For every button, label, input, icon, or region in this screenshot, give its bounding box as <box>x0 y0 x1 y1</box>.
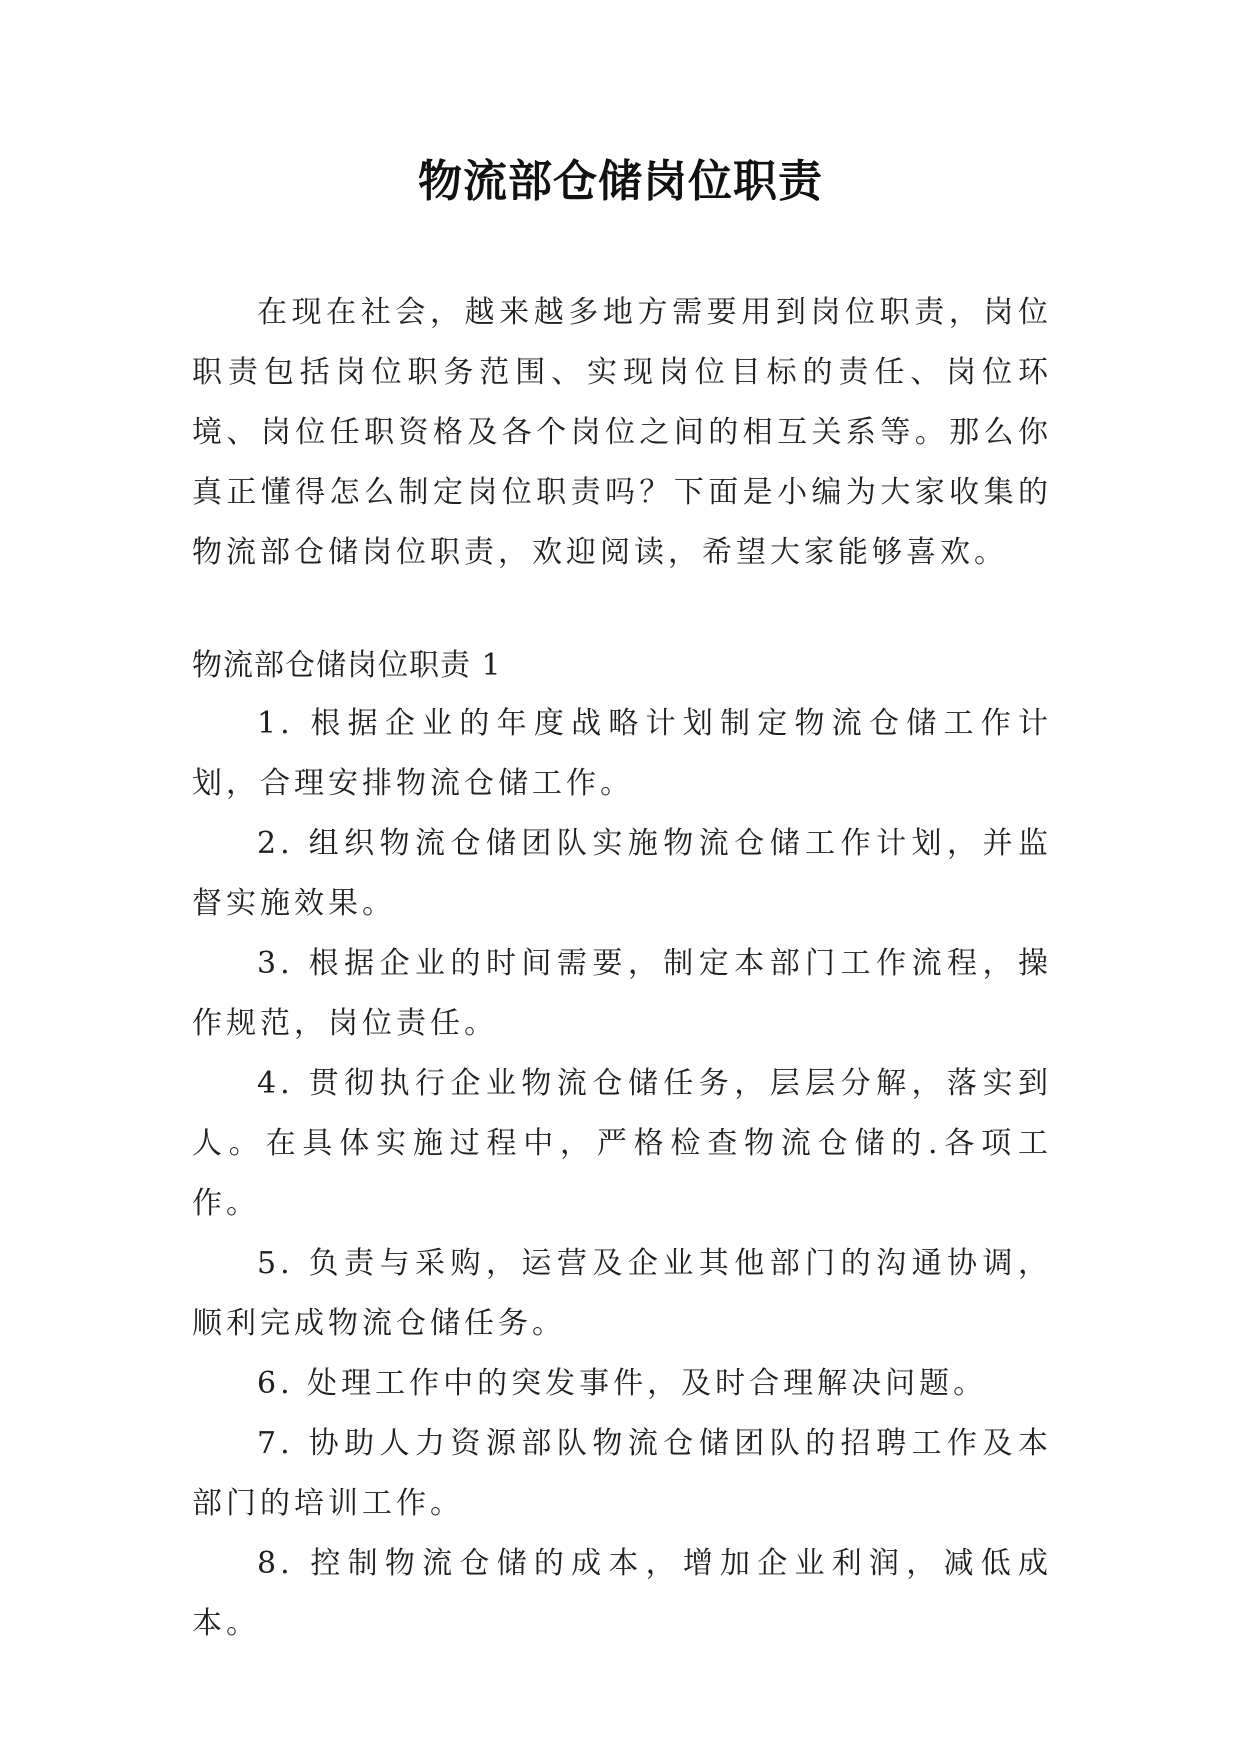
duty-item-2: 2. 组织物流仓储团队实施物流仓储工作计划，并监督实施效果。 <box>192 826 1052 921</box>
intro-paragraph: 在现在社会，越来越多地方需要用到岗位职责，岗位职责包括岗位职务范围、实现岗位目标的责任、岗位环境、岗位任职资格及各个岗位之间的相互关系等。那么你真正懂得怎么制定岗位职责吗？下面是小编为大家收集的物流部仓储岗位职责，欢迎阅读，希望大家能够喜欢。 <box>192 295 1052 570</box>
duty-item-8: 8. 控制物流仓储的成本，增加企业利润，减低成本。 <box>192 1546 1052 1641</box>
duty-item-4: 4. 贯彻执行企业物流仓储任务，层层分解，落实到人。在具体实施过程中，严格检查物流仓储的.各项工作。 <box>192 1066 1052 1221</box>
duty-item-7: 7. 协助人力资源部队物流仓储团队的招聘工作及本部门的培训工作。 <box>192 1426 1052 1521</box>
duty-item-1: 1. 根据企业的年度战略计划制定物流仓储工作计划，合理安排物流仓储工作。 <box>192 706 1052 801</box>
document-title: 物流部仓储岗位职责 <box>418 156 823 207</box>
duty-item-6: 6. 处理工作中的突发事件，及时合理解决问题。 <box>257 1366 988 1401</box>
duty-item-5: 5. 负责与采购，运营及企业其他部门的沟通协调，顺利完成物流仓储任务。 <box>192 1246 1052 1341</box>
duty-item-3: 3. 根据企业的时间需要，制定本部门工作流程，操作规范，岗位责任。 <box>192 946 1052 1041</box>
duty-list <box>192 694 1052 1654</box>
section-heading: 物流部仓储岗位职责 1 <box>192 648 502 683</box>
